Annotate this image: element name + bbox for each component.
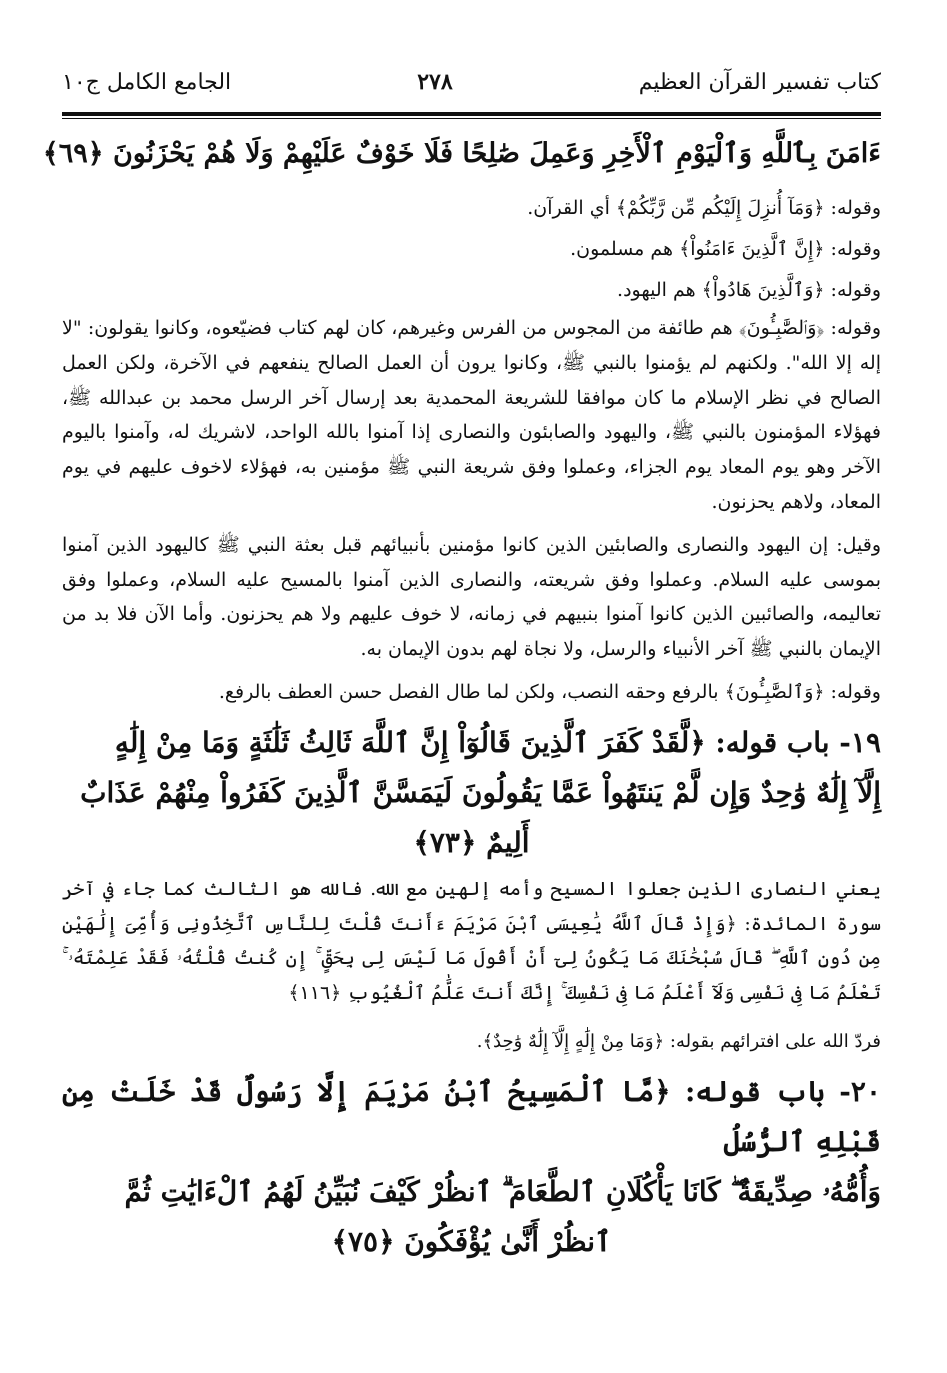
paragraph-nasara: يعني النصارى الذين جعلوا المسيح وأمه إلهين مع الله. فالله هو الثالث كما جاء في آخر سورة المائدة: ﴿وَإِذْ قَالَ ٱللَّهُ يَٰعِيسَى ٱبْنَ مَرْيَمَ ءَأَنتَ قُلْتَ لِلنَّاسِ ٱتَّخِذُونِى وَأُمِّىَ إِلَٰهَيْنِ مِن دُونِ ٱللَّهِ ۖ قَالَ سُبْحَٰنَكَ مَا يَكُونُ لِىٓ أَنْ أَقُولَ مَا لَيْسَ لِى بِحَقٍّ ۚ إِن كُنتُ قُلْتُهُۥ فَقَدْ عَلِمْتَهُۥ ۚ تَعْلَمُ مَا فِى نَفْسِى وَلَآ أَعْلَمُ مَا فِى نَفْسِكَ ۚ إِنَّكَ أَنتَ عَلَّٰمُ ٱلْغُيُوبِ ﴿١١٦﴾ [62,877,882,1005]
page-number: ٢٧٨ [417,69,453,95]
bab-20-line-2: وَأُمُّهُۥ صِدِّيقَةٌ ۖ كَانَا يَأْكُلَانِ ٱلطَّعَامَ ۗ ٱنظُرْ كَيْفَ نُبَيِّنُ لَهُمُ ٱلْءَايَٰتِ ثُمَّ [124,1174,881,1208]
bab-19-heading [62,718,881,868]
short-line-1: وقوله: ﴿وَمَآ أُنزِلَ إِلَيْكُم مِّن رَّبِّكُمْ﴾ أي القرآن. [527,197,881,219]
bab-20-line-1: ٢٠- باب قوله: ﴿مَّا ٱلْمَسِيحُ ٱبْنُ مَرْيَمَ إِلَّا رَسُولٌ قَدْ خَلَتْ مِن قَبْلِهِ ٱلرُّسُلُ [62,1074,881,1158]
paragraph-qil: وقيل: إن اليهود والنصارى والصابئين الذين كانوا مؤمنين بأنبيائهم قبل بعثة النبي ﷺ كاليهود الذين آمنوا بموسى عليه السلام. وعملوا وفق شريعته، والنصارى الذين آمنوا بالمسيح عليه السلام، وعملوا وفق تعاليمه، والصائبين الذين كانوا آمنوا بنبيهم في زمانه، لا خوف عليهم ولا هم يحزنون. وأما الآن فلا بد من الإيمان بالنبي ﷺ آخر الأنبياء والرسل، ولا نجاة لهم بدون الإيمان به. [62,533,881,661]
paragraph-radd: فردّ الله على افترائهم بقوله: ﴿وَمَا مِنْ إِلَٰهٍ إِلَّآ إِلَٰهٌ وَٰحِدٌ﴾. [476,1030,881,1052]
volume-title: الجامع الكامل ج١٠ [62,69,232,95]
bab-19-line-1: ١٩- باب قوله: ﴿لَّقَدْ كَفَرَ ٱلَّذِينَ قَالُوٓاْ إِنَّ ٱللَّهَ ثَالِثُ ثَلَٰثَةٍ وَمَا مِنْ إِلَٰهٍ [114,725,881,759]
bab-19-line-3: أَلِيمٌ ﴿٧٣﴾ [413,825,530,859]
bab-19-line-2: إِلَّآ إِلَٰهٌ وَٰحِدٌ وَإِن لَّمْ يَنتَهُواْ عَمَّا يَقُولُونَ لَيَمَسَّنَّ ٱلَّذِينَ كَفَرُواْ مِنْهُمْ عَذَابٌ [80,775,881,809]
header-rule [62,112,881,119]
page-content [42,124,882,1271]
page-header [62,58,881,106]
book-title: كتاب تفسير القرآن العظيم [638,69,881,95]
paragraph-sabians: وقوله: ﴿وَٱلصَّٰبِـُٔونَ﴾ هم طائفة من المجوس من الفرس وغيرهم، كان لهم كتاب فضيّعوه، وكانوا يقولون: "لا إله إلا الله". ولكنهم لم يؤمنوا بالنبي ﷺ، وكانوا يرون أن العمل الصالح ينفعهم في الآخرة، ولكن العمل الصالح في نظر الإسلام ما كان موافقا للشريعة المحمدية بعد إرسال آخر الرسل محمد بن عبدالله ﷺ، فهؤلاء المؤمنون بالنبي ﷺ، واليهود والصابئون والنصارى إذا آمنوا بالله الواحد، لاشريك له، وآمنوا باليوم الآخر وهو يوم المعاد يوم الجزاء، وعملوا وفق شريعة النبي ﷺ مؤمنين به، فهؤلاء لاخوف عليهم في يوم المعاد، ولاهم يحزنون. [62,317,882,513]
short-line-2: وقوله: ﴿إِنَّ ٱلَّذِينَ ءَامَنُواْ﴾ هم مسلمون. [570,238,881,260]
paragraph-raf: وقوله: ﴿وَٱلصَّٰبِـُٔونَ﴾ بالرفع وحقه النصب، ولكن لما طال الفصل حسن العطف بالرفع. [218,680,881,703]
verse-top: ءَامَنَ بِٱللَّهِ وَٱلْيَوْمِ ٱلْأَخِرِ وَعَمِلَ صَٰلِحًا فَلَا خَوْفٌ عَلَيْهِمْ وَلَا هُمْ يَحْزَنُونَ ﴿٦٩﴾ [42,138,881,169]
bab-20-line-3: ٱنظُرْ أَنَّىٰ يُؤْفَكُونَ ﴿٧٥﴾ [331,1224,612,1258]
short-line-3: وقوله: ﴿وَٱلَّذِينَ هَادُواْ﴾ هم اليهود. [617,279,881,301]
bab-20-heading [62,1067,881,1267]
